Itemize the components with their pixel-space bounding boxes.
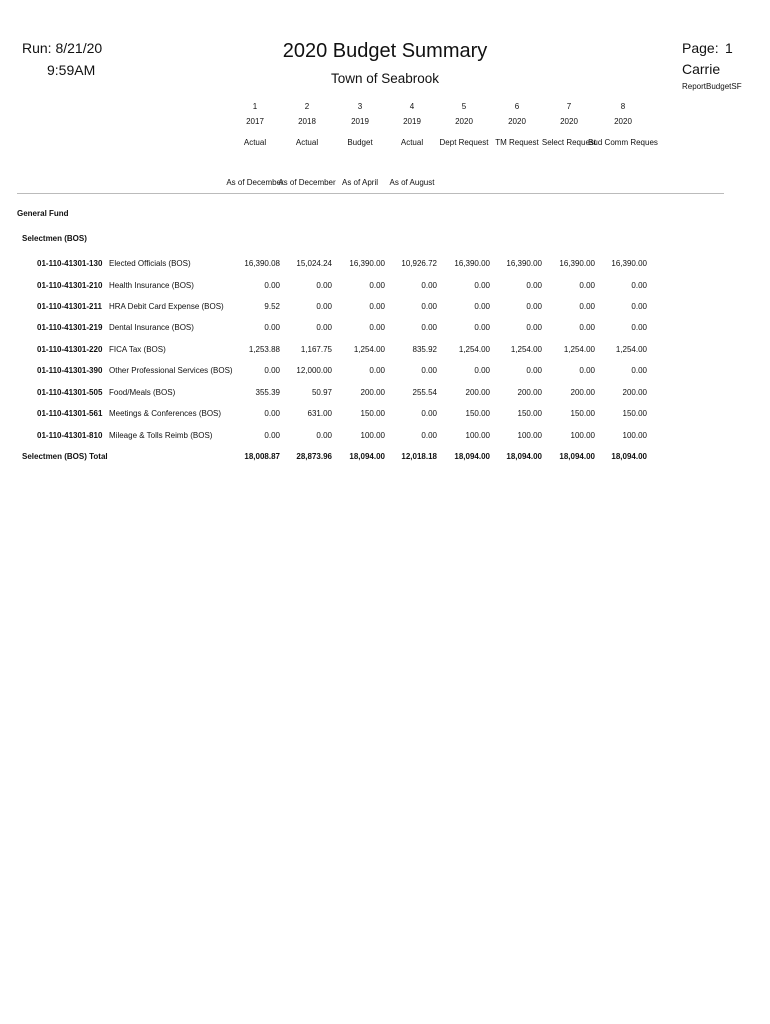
column-8-year: 2020 (614, 117, 632, 126)
column-7-num: 7 (566, 102, 572, 111)
amount-col-8: 200.00 (622, 388, 647, 397)
amount-col-7: 0.00 (579, 323, 595, 332)
amount-col-1: 0.00 (264, 431, 280, 440)
amount-col-3: 1,254.00 (353, 345, 385, 354)
account-number: 01-110-41301-211 (37, 302, 102, 311)
amount-col-5: 1,254.00 (458, 345, 490, 354)
amount-col-7: 16,390.00 (559, 259, 595, 268)
column-6-num: 6 (514, 102, 520, 111)
amount-col-5: 0.00 (474, 366, 490, 375)
column-3-asof: As of April (341, 178, 378, 187)
amount-col-4: 835.92 (412, 345, 437, 354)
amount-col-2: 15,024.24 (296, 259, 332, 268)
report-name: ReportBudgetSF (682, 82, 742, 91)
column-3-num: 3 (357, 102, 363, 111)
header-divider (17, 193, 724, 194)
total-amount-col-6: 18,094.00 (506, 452, 542, 461)
total-amount-col-5: 18,094.00 (454, 452, 490, 461)
amount-col-3: 16,390.00 (349, 259, 385, 268)
column-8-type: Bud Comm Reques (588, 138, 658, 147)
amount-col-3: 0.00 (369, 302, 385, 311)
column-6-type: TM Request (495, 138, 539, 147)
run-time: 9:59AM (47, 62, 96, 78)
column-7-year: 2020 (560, 117, 578, 126)
amount-col-5: 16,390.00 (454, 259, 490, 268)
amount-col-1: 0.00 (264, 281, 280, 290)
column-2-year: 2018 (298, 117, 316, 126)
amount-col-2: 0.00 (316, 281, 332, 290)
amount-col-2: 12,000.00 (296, 366, 332, 375)
column-5-type: Dept Request (439, 138, 489, 147)
amount-col-2: 1,167.75 (300, 345, 332, 354)
column-4-year: 2019 (403, 117, 421, 126)
amount-col-4: 0.00 (421, 323, 437, 332)
amount-col-8: 150.00 (622, 409, 647, 418)
total-amount-col-7: 18,094.00 (559, 452, 595, 461)
amount-col-3: 200.00 (360, 388, 385, 397)
column-4-num: 4 (409, 102, 415, 111)
total-amount-col-3: 18,094.00 (349, 452, 385, 461)
account-description: FICA Tax (BOS) (109, 345, 166, 354)
amount-col-8: 1,254.00 (615, 345, 647, 354)
total-amount-col-1: 18,008.87 (244, 452, 280, 461)
amount-col-3: 100.00 (360, 431, 385, 440)
column-4-type: Actual (400, 138, 424, 147)
amount-col-6: 0.00 (526, 366, 542, 375)
amount-col-6: 1,254.00 (510, 345, 542, 354)
column-8-num: 8 (620, 102, 626, 111)
amount-col-6: 150.00 (517, 409, 542, 418)
amount-col-6: 0.00 (526, 302, 542, 311)
total-amount-col-8: 18,094.00 (611, 452, 647, 461)
account-number: 01-110-41301-210 (37, 281, 103, 290)
account-description: Health Insurance (BOS) (109, 281, 194, 290)
account-number: 01-110-41301-505 (37, 388, 103, 397)
account-number: 01-110-41301-810 (37, 431, 103, 440)
total-label: Selectmen (BOS) Total (22, 452, 108, 461)
amount-col-4: 255.54 (412, 388, 437, 397)
total-amount-col-4: 12,018.18 (401, 452, 437, 461)
account-number: 01-110-41301-561 (37, 409, 103, 418)
column-6-year: 2020 (508, 117, 526, 126)
amount-col-3: 150.00 (360, 409, 385, 418)
account-description: Other Professional Services (BOS) (109, 366, 233, 375)
amount-col-4: 0.00 (421, 409, 437, 418)
amount-col-3: 0.00 (369, 323, 385, 332)
department-label: Selectmen (BOS) (22, 234, 87, 243)
amount-col-7: 0.00 (579, 281, 595, 290)
column-1-year: 2017 (246, 117, 264, 126)
amount-col-7: 0.00 (579, 302, 595, 311)
amount-col-7: 100.00 (570, 431, 595, 440)
column-1-type: Actual (243, 138, 267, 147)
amount-col-4: 0.00 (421, 302, 437, 311)
column-3-type: Budget (347, 138, 373, 147)
fund-label: General Fund (17, 209, 69, 218)
account-description: Food/Meals (BOS) (109, 388, 176, 397)
amount-col-2: 631.00 (307, 409, 332, 418)
amount-col-6: 100.00 (517, 431, 542, 440)
amount-col-2: 0.00 (316, 431, 332, 440)
column-5-year: 2020 (455, 117, 473, 126)
amount-col-1: 9.52 (264, 302, 280, 311)
column-4-asof: As of August (389, 178, 435, 187)
amount-col-7: 150.00 (570, 409, 595, 418)
report-user: Carrie (682, 61, 721, 77)
column-1-num: 1 (252, 102, 258, 111)
amount-col-5: 150.00 (465, 409, 490, 418)
account-description: Dental Insurance (BOS) (109, 323, 194, 332)
amount-col-8: 0.00 (631, 366, 647, 375)
amount-col-5: 0.00 (474, 302, 490, 311)
amount-col-7: 1,254.00 (563, 345, 595, 354)
account-description: HRA Debit Card Expense (BOS) (109, 302, 224, 311)
amount-col-5: 0.00 (474, 323, 490, 332)
amount-col-4: 10,926.72 (401, 259, 437, 268)
amount-col-2: 0.00 (316, 302, 332, 311)
amount-col-7: 200.00 (570, 388, 595, 397)
page-number: 1 (725, 40, 733, 56)
amount-col-8: 100.00 (622, 431, 647, 440)
report-title: 2020 Budget Summary (282, 40, 488, 62)
amount-col-6: 16,390.00 (506, 259, 542, 268)
amount-col-7: 0.00 (579, 366, 595, 375)
amount-col-1: 0.00 (264, 366, 280, 375)
amount-col-5: 100.00 (465, 431, 490, 440)
amount-col-5: 200.00 (465, 388, 490, 397)
amount-col-8: 0.00 (631, 302, 647, 311)
column-3-year: 2019 (351, 117, 369, 126)
amount-col-3: 0.00 (369, 281, 385, 290)
run-date: 8/21/20 (55, 40, 103, 56)
page-label: Page: (682, 40, 719, 56)
amount-col-1: 0.00 (264, 323, 280, 332)
amount-col-6: 0.00 (526, 323, 542, 332)
amount-col-4: 0.00 (421, 431, 437, 440)
column-2-num: 2 (304, 102, 310, 111)
column-2-asof: As of December (278, 178, 336, 187)
report-subtitle: Town of Seabrook (330, 71, 440, 86)
amount-col-4: 0.00 (421, 281, 437, 290)
amount-col-8: 0.00 (631, 323, 647, 332)
account-number: 01-110-41301-390 (37, 366, 103, 375)
amount-col-5: 0.00 (474, 281, 490, 290)
run-label: Run: (22, 40, 52, 56)
account-number: 01-110-41301-220 (37, 345, 103, 354)
amount-col-8: 16,390.00 (611, 259, 647, 268)
amount-col-4: 0.00 (421, 366, 437, 375)
account-number: 01-110-41301-130 (37, 259, 103, 268)
amount-col-1: 1,253.88 (248, 345, 280, 354)
amount-col-2: 0.00 (316, 323, 332, 332)
column-1-asof: As of December (226, 178, 284, 187)
account-number: 01-110-41301-219 (37, 323, 103, 332)
amount-col-3: 0.00 (369, 366, 385, 375)
amount-col-2: 50.97 (311, 388, 332, 397)
column-5-num: 5 (461, 102, 467, 111)
amount-col-6: 0.00 (526, 281, 542, 290)
amount-col-6: 200.00 (517, 388, 542, 397)
account-description: Meetings & Conferences (BOS) (109, 409, 222, 418)
account-description: Mileage & Tolls Reimb (BOS) (109, 431, 213, 440)
total-amount-col-2: 28,873.96 (296, 452, 332, 461)
column-7-type: Select Request (541, 138, 597, 147)
amount-col-1: 16,390.08 (244, 259, 280, 268)
account-description: Elected Officials (BOS) (109, 259, 191, 268)
column-2-type: Actual (295, 138, 319, 147)
amount-col-1: 355.39 (255, 388, 280, 397)
amount-col-8: 0.00 (631, 281, 647, 290)
amount-col-1: 0.00 (264, 409, 280, 418)
